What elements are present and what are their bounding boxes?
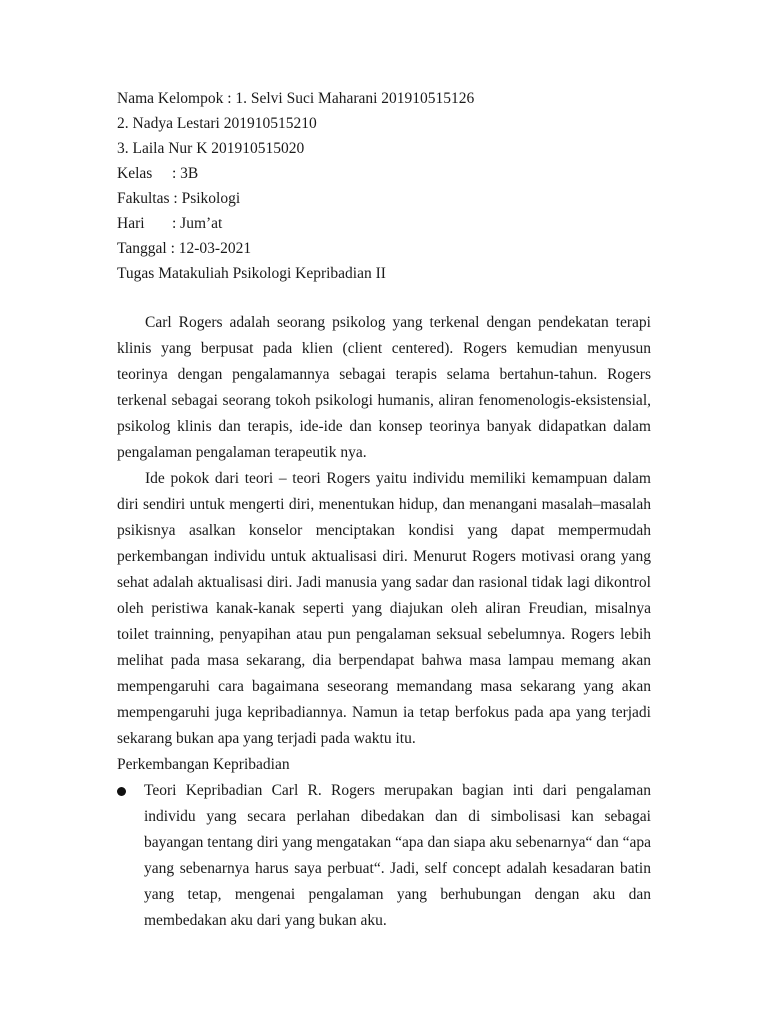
member-3-line: 3. Laila Nur K 201910515020	[117, 140, 305, 157]
section-heading: Perkembangan Kepribadian	[117, 756, 290, 773]
faculty-line: Fakultas : Psikologi	[117, 190, 241, 207]
assignment-title: Tugas Matakuliah Psikologi Kepribadian II	[117, 265, 386, 282]
paragraph-2: Ide pokok dari teori – teori Rogers yaitu individu memiliki kemampuan dalam diri sendiri untuk mengerti diri, menentukan hidup, dan menangani masalah–masalah psikisnya asalkan konselor menciptakan kondisi yang dapat mempermudah perkembangan individu untuk aktualisasi diri. Menurut Rogers motivasi orang yang sehat adalah aktualisasi diri. Jadi manusia yang sadar dan rasional tidak lagi dikontrol oleh peristiwa kanak-kanak seperti yang diajukan oleh aliran Freudian, misalnya toilet trainning, penyapihan atau pun pengalaman seksual sebelumnya. Rogers lebih melihat pada masa sekarang, dia berpendapat bahwa masa lampau memang akan mempengaruhi cara bagaimana seseorang memandang masa sekarang yang akan mempengaruhi juga kepribadiannya. Namun ia tetap berfokus pada apa yang terjadi sekarang bukan apa yang terjadi pada waktu itu.	[117, 470, 651, 747]
bullet-dot-icon	[117, 787, 126, 796]
header-block	[117, 86, 657, 286]
list-item	[117, 778, 651, 934]
group-members-line: Nama Kelompok : 1. Selvi Suci Maharani 201910515126	[117, 90, 475, 107]
member-2-line: 2. Nadya Lestari 201910515210	[117, 115, 317, 132]
class-value: : 3B	[172, 165, 199, 182]
document-body	[117, 310, 651, 934]
paragraph-1: Carl Rogers adalah seorang psikolog yang terkenal dengan pendekatan terapi klinis yang berpusat pada klien (client centered). Rogers kemudian menyusun teorinya dengan pengalamannya sebagai terapis selama bertahun-tahun. Rogers terkenal sebagai seorang tokoh psikologi humanis, aliran fenomenologis-eksistensial, psikolog klinis dan terapis, ide-ide dan konsep teorinya banyak didapatkan dalam pengalaman pengalaman terapeutik nya.	[117, 314, 651, 461]
bullet-list	[117, 778, 651, 934]
day-value: : Jum’at	[172, 215, 223, 232]
class-label: Kelas	[117, 165, 153, 182]
date-line: Tanggal : 12-03-2021	[117, 240, 252, 257]
day-label: Hari	[117, 215, 145, 232]
day-line	[117, 211, 657, 236]
bullet-text: Teori Kepribadian Carl R. Rogers merupakan bagian inti dari pengalaman individu yang secara perlahan dibedakan dan di simbolisasi kan sebagai bayangan tentang diri yang mengatakan “apa dan siapa aku sebenarnya“ dan “apa yang sebenarnya harus saya perbuat“. Jadi, self concept adalah kesadaran batin yang tetap, mengenai pengalaman yang berhubungan dengan aku dan membedakan aku dari yang bukan aku.	[144, 782, 651, 929]
class-line	[117, 161, 657, 186]
